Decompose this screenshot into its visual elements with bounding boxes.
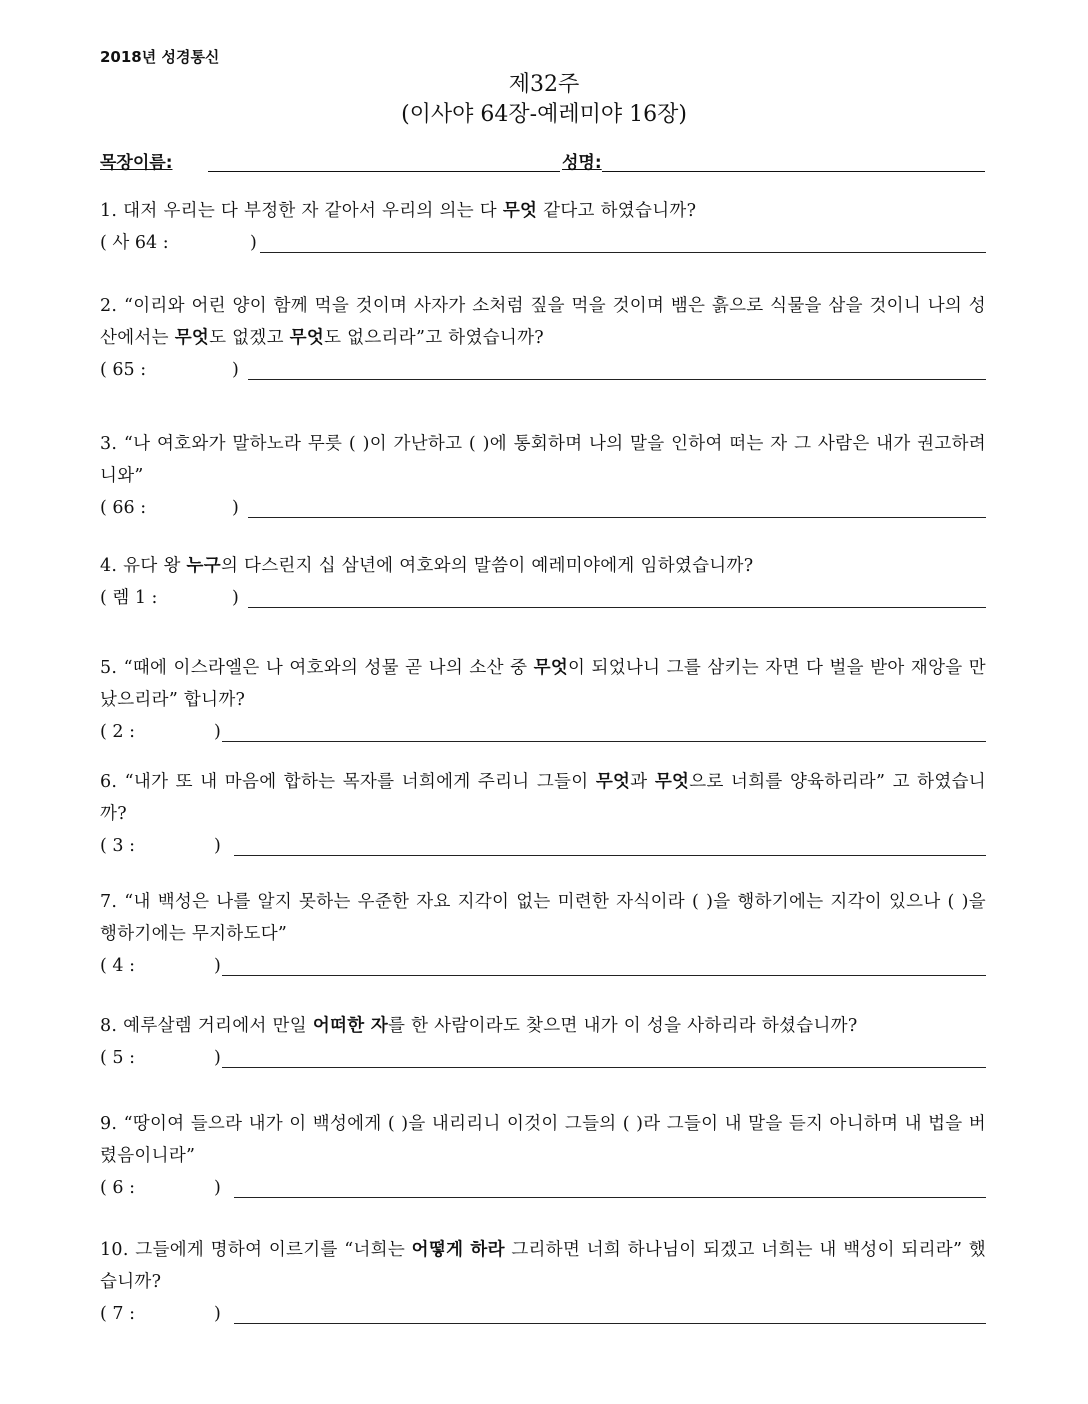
- answer-row: [100, 582, 986, 612]
- verse-reference: [100, 716, 221, 748]
- question-number: 1.: [100, 201, 124, 221]
- question-number: 2.: [100, 296, 124, 316]
- question-fragment: “때에 이스라엘은 나 여호와의 성물 곧 나의 소산 중: [123, 658, 534, 678]
- question-fragment: “땅이여 들으라 내가 이 백성에게 ( )을 내리리니 이것이 그들의 ( )라 그들이 내 말을 듣지 아니하며 내 법을 버렸음이니라”: [100, 1114, 986, 1166]
- answer-line[interactable]: [222, 1067, 986, 1068]
- answer-line[interactable]: [222, 975, 986, 976]
- question-7: [100, 886, 986, 980]
- answer-line[interactable]: [234, 1197, 986, 1198]
- question-text: [100, 766, 986, 830]
- question-fragment: 으로 너희를 양육하리라” 고 하였습니까?: [100, 772, 986, 824]
- verse-reference-open: ( 66 :: [100, 498, 147, 518]
- question-fragment: 그리하면 너희 하나님이 되겠고 너희는 내 백성이 되리라” 했습니까?: [100, 1240, 986, 1292]
- question-text: [100, 195, 986, 227]
- verse-reference-open: ( 2 :: [100, 722, 135, 742]
- question-text: [100, 1010, 986, 1042]
- verse-reference-close: ): [214, 1178, 221, 1198]
- answer-line[interactable]: [248, 517, 986, 518]
- verse-reference-close: ): [232, 498, 239, 518]
- question-1: [100, 195, 986, 257]
- answer-line[interactable]: [222, 741, 986, 742]
- question-8: [100, 1010, 986, 1072]
- answer-row: [100, 950, 986, 980]
- verse-reference-open: ( 65 :: [100, 360, 147, 380]
- verse-reference-open: ( 3 :: [100, 836, 135, 856]
- verse-reference: [100, 492, 239, 524]
- verse-reference: [100, 950, 221, 982]
- verse-reference-open: ( 5 :: [100, 1048, 135, 1068]
- question-fragment: “내가 또 내 마음에 합하는 목자를 너희에게 주리니 그들이: [124, 772, 596, 792]
- question-keyword: 무엇: [533, 658, 569, 678]
- group-name-label: 목장이름:: [100, 153, 173, 173]
- verse-reference: [100, 1298, 221, 1330]
- answer-row: [100, 227, 986, 257]
- verse-reference: [100, 582, 239, 614]
- question-5: [100, 652, 986, 746]
- question-text: [100, 550, 986, 582]
- question-2: [100, 290, 986, 384]
- answer-row: [100, 1298, 986, 1328]
- verse-reference: [100, 830, 221, 862]
- question-fragment: 예루살렘 거리에서 만일: [123, 1016, 313, 1036]
- question-fragment: 도 없으리라”고 하였습니까?: [324, 328, 544, 348]
- verse-reference-close: ): [214, 1304, 221, 1324]
- question-keyword: 무엇: [502, 201, 538, 221]
- week-range: (이사야 64장-예레미야 16장): [401, 102, 687, 127]
- question-9: [100, 1108, 986, 1202]
- answer-line[interactable]: [260, 252, 986, 253]
- question-3: [100, 428, 986, 522]
- verse-reference: [100, 354, 239, 386]
- question-keyword: 무엇: [654, 772, 690, 792]
- answer-row: [100, 1172, 986, 1202]
- question-fragment: 대저 우리는 다 부정한 자 같아서 우리의 의는 다: [123, 201, 503, 221]
- person-name-label: 성명:: [562, 153, 602, 173]
- answer-line[interactable]: [248, 607, 986, 608]
- question-fragment: 를 한 사람이라도 찾으면 내가 이 성을 사하리라 하셨습니까?: [388, 1016, 858, 1036]
- question-text: [100, 1234, 986, 1298]
- question-fragment: 과: [630, 772, 655, 792]
- question-number: 9.: [100, 1114, 124, 1134]
- verse-reference-close: ): [214, 1048, 221, 1068]
- question-number: 4.: [100, 556, 124, 576]
- verse-reference-open: ( 사 64 :: [100, 233, 169, 253]
- question-number: 6.: [100, 772, 125, 792]
- question-number: 7.: [100, 892, 125, 912]
- question-4: [100, 550, 986, 612]
- answer-row: [100, 1042, 986, 1072]
- question-keyword: 누구: [186, 556, 221, 576]
- verse-reference: [100, 227, 257, 259]
- question-fragment: 그들에게 명하여 이르기를 “너희는: [135, 1240, 412, 1260]
- question-fragment: 같다고 하였습니까?: [537, 201, 697, 221]
- header-label: 2018년 성경통신: [100, 48, 220, 66]
- verse-reference-close: ): [232, 360, 239, 380]
- question-keyword: 무엇: [595, 772, 631, 792]
- question-fragment: “나 여호와가 말하노라 무릇 ( )이 가난하고 ( )에 통회하며 나의 말을 인하여 떠는 자 그 사람은 내가 권고하려니와”: [100, 434, 986, 486]
- question-fragment: 유다 왕: [123, 556, 187, 576]
- verse-reference-open: ( 7 :: [100, 1304, 135, 1324]
- question-keyword: 무엇: [174, 328, 210, 348]
- question-number: 3.: [100, 434, 124, 454]
- question-text: [100, 428, 986, 492]
- question-fragment: 의 다스린지 십 삼년에 여호와의 말씀이 예레미야에게 임하였습니까?: [220, 556, 754, 576]
- verse-reference: [100, 1042, 221, 1074]
- answer-row: [100, 830, 986, 860]
- answer-row: [100, 492, 986, 522]
- verse-reference-close: ): [214, 956, 221, 976]
- week-title: 제32주: [508, 72, 580, 97]
- question-text: [100, 886, 986, 950]
- question-number: 8.: [100, 1016, 124, 1036]
- verse-reference: [100, 1172, 221, 1204]
- person-name-field[interactable]: [602, 171, 985, 172]
- verse-reference-open: ( 4 :: [100, 956, 135, 976]
- verse-reference-close: ): [214, 836, 221, 856]
- question-number: 10.: [100, 1240, 136, 1260]
- answer-line[interactable]: [234, 1323, 986, 1324]
- question-text: [100, 1108, 986, 1172]
- question-fragment: “내 백성은 나를 알지 못하는 우준한 자요 지각이 없는 미련한 자식이라 ( )을 행하기에는 지각이 있으나 ( )을 행하기에는 무지하도다”: [100, 892, 986, 944]
- question-keyword: 어떠한 자: [312, 1016, 389, 1036]
- answer-row: [100, 716, 986, 746]
- question-number: 5.: [100, 658, 124, 678]
- answer-line[interactable]: [248, 379, 986, 380]
- group-name-field[interactable]: [208, 171, 560, 172]
- question-fragment: 도 없겠고: [209, 328, 290, 348]
- verse-reference-open: ( 6 :: [100, 1178, 135, 1198]
- question-fragment: 이 되었나니 그를 삼키는 자면 다 벌을 받아 재앙을 만났으리라” 합니까?: [100, 658, 986, 710]
- verse-reference-close: ): [214, 722, 221, 742]
- answer-line[interactable]: [234, 855, 986, 856]
- question-text: [100, 290, 986, 354]
- verse-reference-close: ): [250, 233, 257, 253]
- question-fragment: “이리와 어린 양이 함께 먹을 것이며 사자가 소처럼 짚을 먹을 것이며 뱀은 흙으로 식물을 삼을 것이니 나의 성산에서는: [100, 296, 986, 348]
- verse-reference-close: ): [232, 588, 239, 608]
- question-keyword: 어떻게 하라: [411, 1240, 505, 1260]
- answer-row: [100, 354, 986, 384]
- verse-reference-open: ( 렘 1 :: [100, 588, 158, 608]
- question-text: [100, 652, 986, 716]
- question-6: [100, 766, 986, 860]
- question-keyword: 무엇: [289, 328, 325, 348]
- question-10: [100, 1234, 986, 1328]
- name-row: [100, 148, 985, 172]
